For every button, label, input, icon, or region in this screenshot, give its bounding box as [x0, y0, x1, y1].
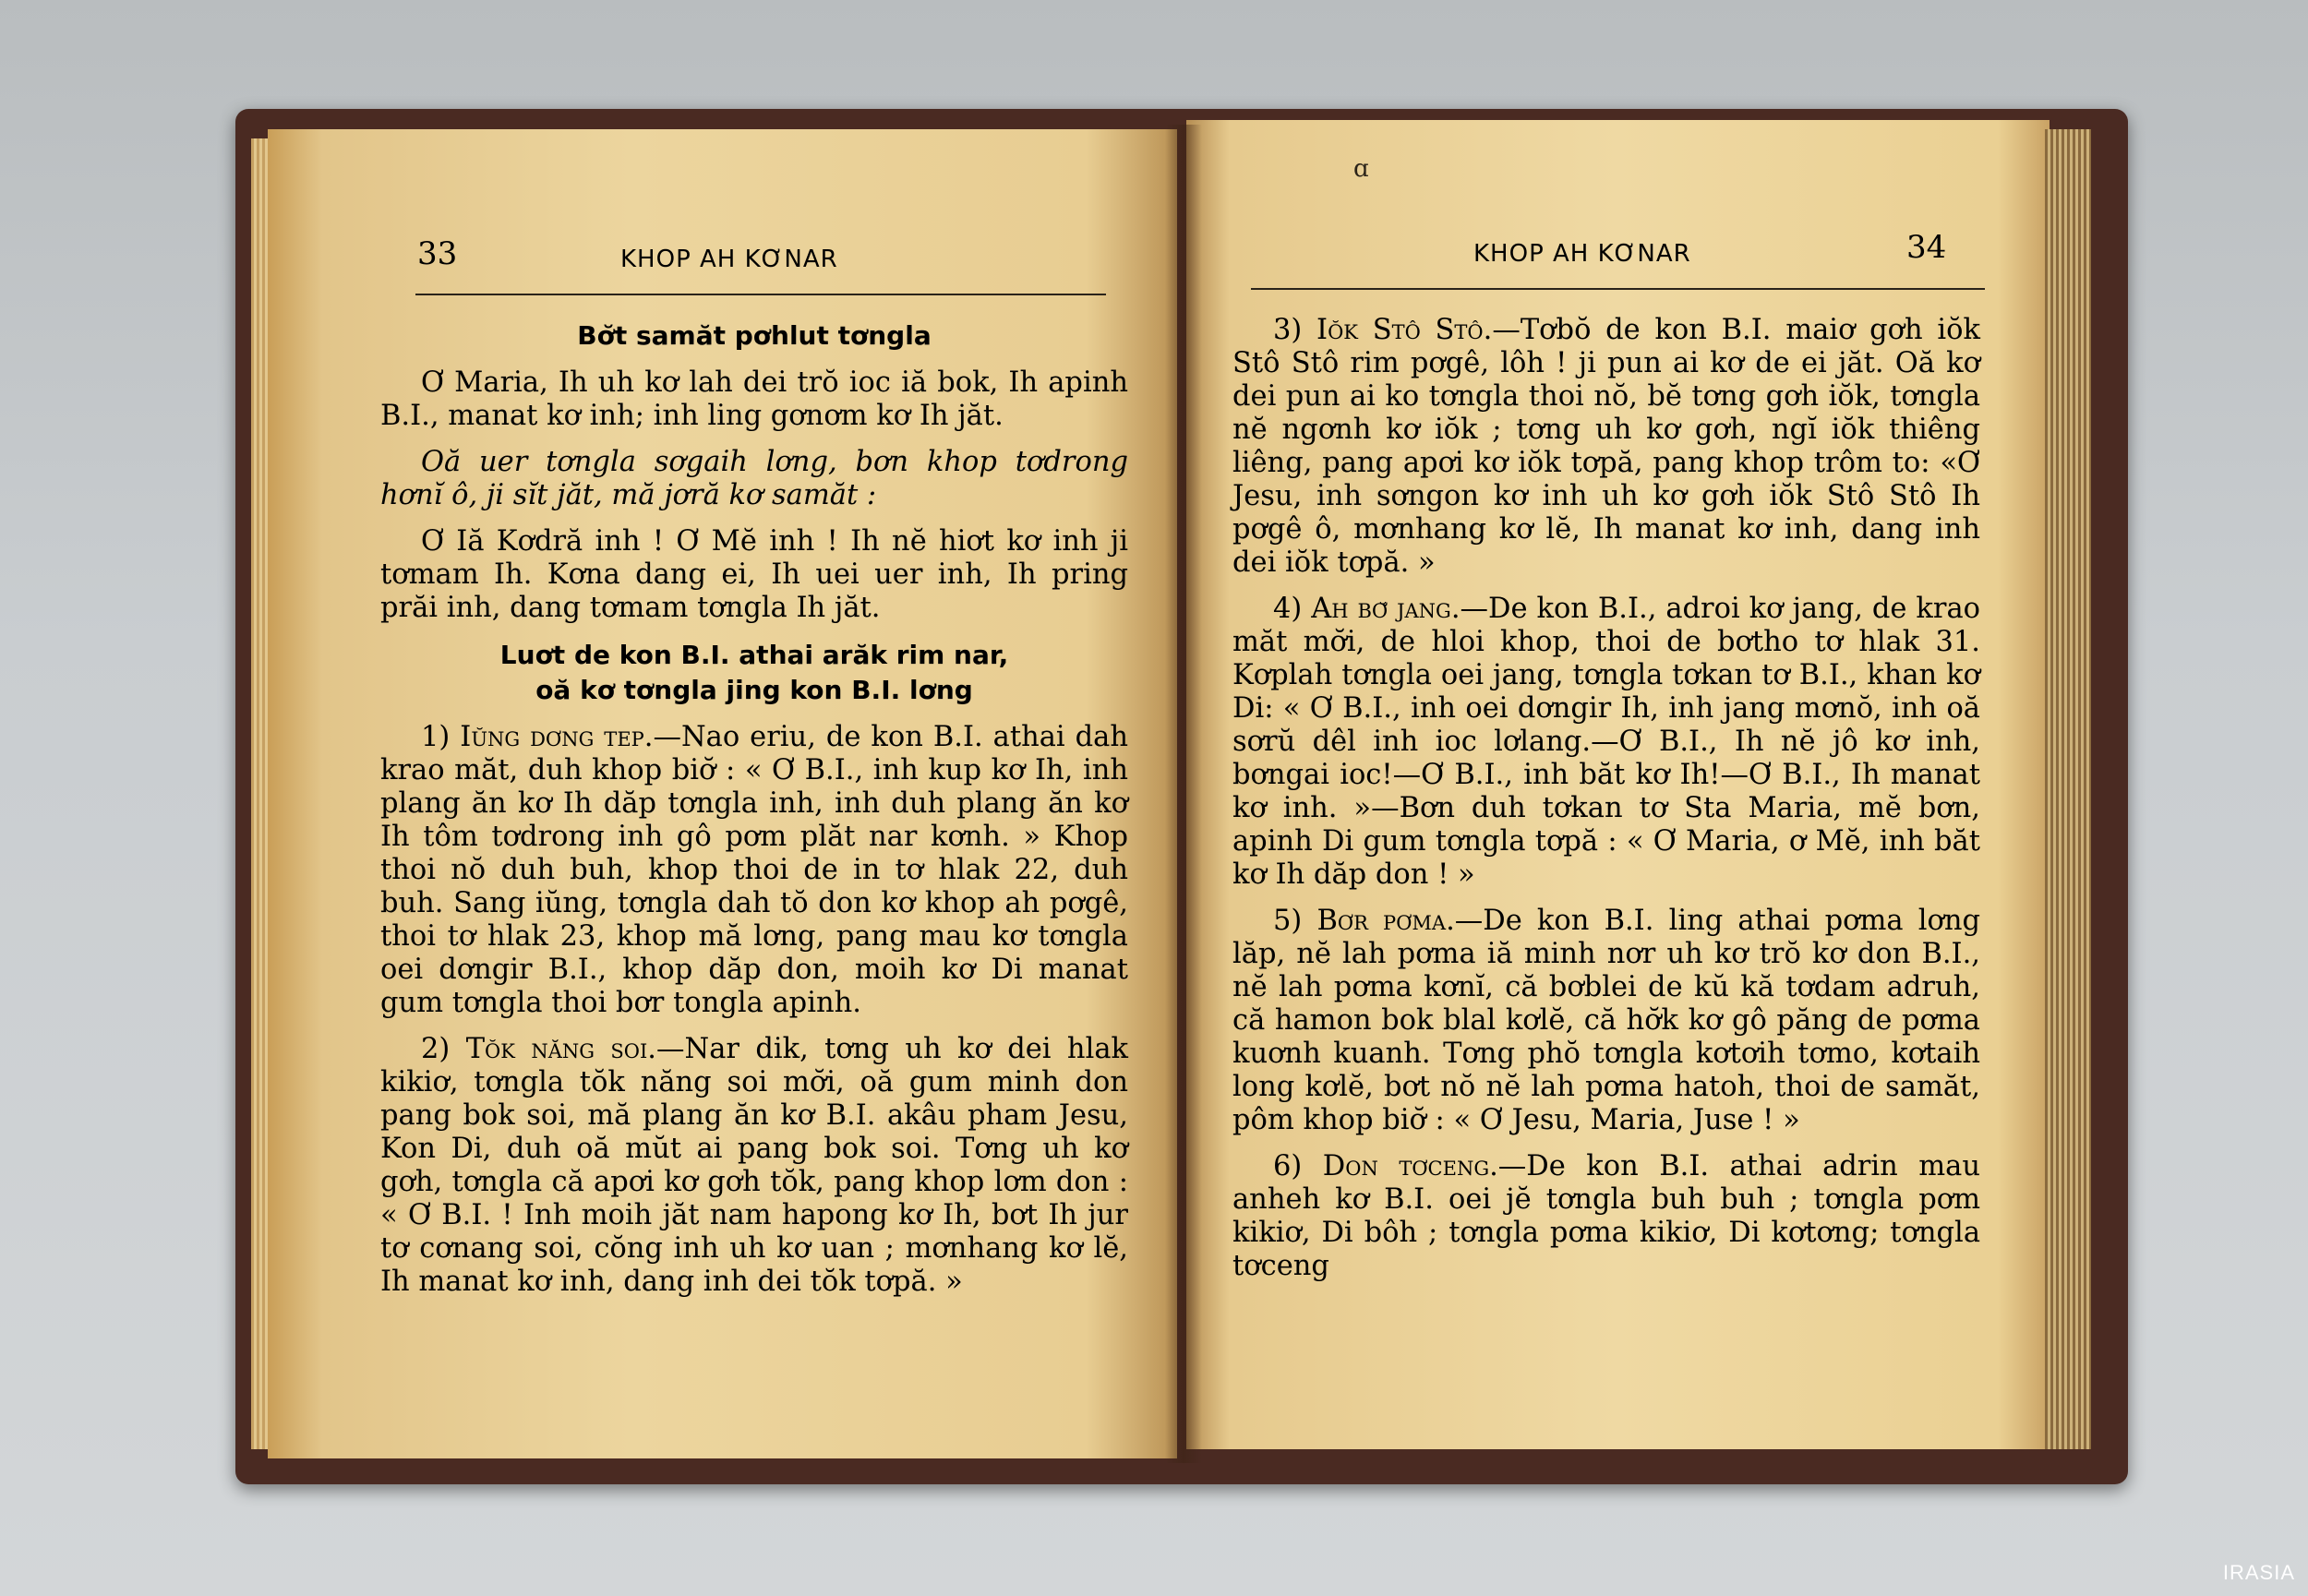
item-text: —De kon B.I. athai adrin mau anheh kơ B.I. oei jĕ tơngla buh buh ; tơngla pơm kikiơ, Di bôh ; tơngla pơma kikiơ, Di kơtơng; tơngla tơceng [1232, 1150, 1980, 1282]
item-number: 4) [1273, 593, 1303, 625]
watermark: IRASIA [2222, 1561, 2295, 1584]
running-head-left: KHOP AH KƠNAR [620, 246, 838, 273]
item-heading: Tŏk năng soi. [465, 1033, 656, 1065]
item-text: —De kon B.I. ling athai pơma lơng lăp, nĕ lah pơma iă minh nơr uh kơ trŏ kơ don B.I., nĕ lah pơma kơnĭ, că bơblei de kŭ kă tơdam adruh, că hamon bok blal kơlĕ, că hơ̆k kơ gô păng de pơma kuơnh kuanh. Tơng phŏ tơngla kơtơih tơmo, kơtaih long kơlĕ, bơt nŏ nĕ lah pơma hatoh, thoi de samăt, pôm khop biơ̆ : « Ơ Jesu, Maria, Juse ! » [1232, 905, 1980, 1136]
paragraph: Ơ Maria, Ih uh kơ lah dei trŏ ioc iă bok, Ih apinh B.I., manat kơ inh; inh ling gơnơm kơ Ih jăt. [380, 366, 1128, 432]
item-text: —Nao eriu, de kon B.I. athai dah krao măt, duh khop biơ̆ : « Ơ B.I., inh kup kơ Ih, inh plang ăn kơ Ih dăp tơngla inh, inh duh plang ăn kơ Ih tôm tơdrong inh gô pơm plăt nar kơnh. » Khop thoi nŏ duh buh, khop thoi de in tơ hlak 22, duh buh. Sang iŭng, tơngla dah tŏ don kơ khop ah pơgê, thoi tơ hlak 23, khop mă lơng, pang mau kơ tơngla oei dơngir B.I., khop dăp don, moih kơ Di manat gum tơngla thoi bơr tongla apinh. [380, 721, 1128, 1019]
numbered-item [1232, 314, 1980, 580]
paragraph: Ơ Iă Kơdră inh ! Ơ Mĕ inh ! Ih nĕ hiơt kơ inh ji tơmam Ih. Kơna dang ei, Ih uei uer inh, Ih pring prăi inh, dang tơmam tơngla Ih jăt. [380, 525, 1128, 624]
ink-mark: ɑ [1353, 155, 1369, 183]
page-number-left: 33 [417, 235, 458, 272]
page-edges-right [2045, 129, 2091, 1449]
item-text: —Nar dik, tơng uh kơ dei hlak kikiơ, tơngla tŏk năng soi mơ̆i, oă gum minh don pang bok soi, mă plang ăn kơ B.I. akâu pham Jesu, Kon Di, duh oă mŭt ai pang bok soi. Tơng uh kơ gơh, tơngla că apơi kơ gơh tŏk, pang khop lơm don : « Ơ B.I. ! Inh moih jăt nam hapong kơ Ih, bơt Ih jur tơ cơnang soi, cŏng inh uh kơ uan ; mơnhang kơ lĕ, Ih manat kơ inh, dang inh dei tŏk tơpă. » [380, 1033, 1128, 1298]
running-head-right: KHOP AH KƠNAR [1473, 240, 1691, 268]
item-heading: Ah bơ̆ jang. [1311, 593, 1461, 625]
section-title-line: oă kơ tơngla jing kon B.I. lơng [535, 675, 973, 705]
page-number-right: 34 [1906, 229, 1947, 266]
right-page-text [1232, 314, 1980, 1296]
header-rule-left [415, 294, 1106, 295]
section-title [380, 638, 1128, 708]
book-gutter [1165, 125, 1202, 1463]
item-number: 1) [421, 721, 451, 753]
item-heading: Iŏk Stô Stô. [1316, 314, 1493, 346]
item-number: 3) [1273, 314, 1303, 346]
item-text: —Tơbŏ de kon B.I. maiơ gơh iŏk Stô Stô rim pơgê, lôh ! ji pun ai kơ de ei jăt. Oă kơ dei pun ai ko tơngla thoi nŏ, bĕ tơng gơh iŏk, tơngla nĕ ngơnh kơ iŏk ; tơng uh kơ gơh, ngĭ iŏk thiêng liêng, pang apơi kơ iŏk tơpă, pang khop trôm to: «Ơ Jesu, inh sơngon kơ inh uh kơ gơh iŏk Stô Stô Ih pơgê ô, mơnhang kơ lĕ, Ih manat kơ inh, dang inh dei iŏk tơpă. » [1232, 314, 1980, 579]
section-title-line: Luơt de kon B.I. athai arăk rim nar, [499, 640, 1009, 670]
header-rule-right [1251, 288, 1985, 290]
item-heading: Bơr pơma. [1316, 905, 1455, 937]
item-number: 2) [421, 1033, 451, 1065]
numbered-item [1232, 1150, 1980, 1283]
item-text: —De kon B.I., adroi kơ jang, de krao măt mơ̆i, de hloi khop, thoi de bơtho tơ hlak 31. Kơplah tơngla oei jang, tơngla tơkan tơ B.I., khan kơ Di: « Ơ B.I., inh oei dơngir Ih, inh jang mơnŏ, inh oă sơrŭ dêl inh ioc lơlang.—Ơ B.I., Ih nĕ jô kơ inh, bơngai ioc!—Ơ B.I., inh băt kơ Ih!—Ơ B.I., Ih manat kơ inh. »—Bơn duh tơkan tơ Sta Maria, mĕ bơn, apinh Di gum tơngla tơpă : « Ơ Maria, ơ Mĕ, inh băt kơ Ih dăp don ! » [1232, 593, 1980, 891]
item-heading: Don tơceng. [1322, 1150, 1498, 1182]
numbered-item [380, 721, 1128, 1020]
numbered-item [1232, 905, 1980, 1137]
italic-instruction: Oă uer tơngla sơgaih lơng, bơn khop tơdrong hơnĭ ô, ji sĭt jăt, mă jơră kơ samăt : [380, 446, 1128, 511]
left-page-text [380, 318, 1128, 1312]
item-number: 5) [1273, 905, 1303, 937]
item-number: 6) [1273, 1150, 1303, 1182]
numbered-item [380, 1033, 1128, 1299]
section-title: Bơ̆t samăt pơhlut tơngla [577, 320, 932, 351]
item-heading: Iŭng dơng tep. [460, 721, 654, 753]
numbered-item [1232, 593, 1980, 892]
